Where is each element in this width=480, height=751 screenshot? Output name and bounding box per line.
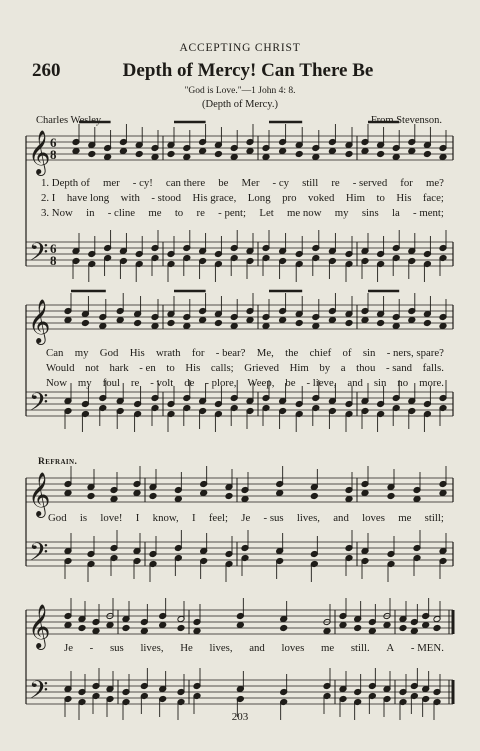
note-head (81, 320, 89, 327)
note-head (439, 490, 447, 497)
note-head (345, 151, 353, 158)
note-head (410, 628, 418, 635)
note-head (276, 490, 284, 497)
lyric-syllable: - (89, 642, 94, 654)
note-head (183, 323, 191, 330)
lyric-syllable: no (397, 377, 409, 389)
note-head (422, 622, 430, 629)
lyric-syllable: me? (425, 177, 444, 189)
lyric-syllable: foul (102, 377, 121, 389)
lyric-syllable: sins (361, 207, 379, 219)
note-head (361, 317, 369, 324)
lyric-syllable: for (191, 347, 205, 359)
note-head (328, 148, 336, 155)
verse-2-line-2 (46, 362, 444, 374)
lyric-syllable: I (135, 512, 140, 524)
lyric-syllable: God (48, 512, 67, 524)
lyric-syllable: Would (46, 362, 75, 374)
verse-1-line-2 (46, 347, 444, 359)
note-head (64, 317, 72, 324)
note-head (310, 493, 318, 500)
note-head (174, 496, 182, 503)
lyric-syllable: Me, (256, 347, 274, 359)
lyric-syllable: me (398, 512, 412, 524)
lyric-syllable: sus (109, 642, 124, 654)
lyric-syllable: not (85, 362, 99, 374)
lyric-syllable: Mer (241, 177, 260, 189)
note-head (280, 625, 288, 632)
lyric-syllable: Je (241, 512, 251, 524)
lyric-syllable: be (218, 177, 229, 189)
note-head (354, 625, 362, 632)
lyric-syllable: - volt (150, 377, 174, 389)
lyric-syllable: - cy (272, 177, 290, 189)
note-head (177, 625, 185, 632)
note-head (413, 496, 421, 503)
bass-clef: 𝄢 (29, 388, 49, 423)
lyric-syllable: - pent; (218, 207, 247, 219)
note-head (78, 625, 86, 632)
note-head (345, 496, 353, 503)
lyric-syllable: of (342, 347, 352, 359)
lyric-syllable: de (184, 377, 195, 389)
lyric-syllable: la (391, 207, 400, 219)
note-head (92, 628, 100, 635)
lyric-syllable: re (196, 207, 205, 219)
note-head (167, 151, 175, 158)
note-head (423, 320, 431, 327)
note-head (72, 148, 80, 155)
lyric-syllable: by (319, 362, 331, 374)
lyric-syllable: in (86, 207, 95, 219)
page-number: 203 (231, 711, 249, 723)
lyric-syllable: 3. Now (41, 207, 73, 219)
note-head (279, 317, 287, 324)
refrain-line-2 (64, 642, 444, 654)
lyric-syllable: loves (281, 642, 305, 654)
lyric-syllable: lives, (140, 642, 164, 654)
note-head (225, 493, 233, 500)
note-head (312, 154, 320, 161)
treble-clef: 𝄞 (28, 604, 51, 648)
lyric-syllable: to (174, 207, 184, 219)
lyric-syllable: - bear? (215, 347, 246, 359)
lyric-syllable: re (331, 177, 340, 189)
note-head (64, 490, 72, 497)
note-head (262, 154, 270, 161)
lyric-syllable: my (77, 377, 92, 389)
lyric-syllable: Let (259, 207, 274, 219)
tune-name: (Depth of Mercy.) (202, 99, 278, 110)
note-head (183, 154, 191, 161)
lyric-syllable: be (285, 377, 296, 389)
note-head (387, 493, 395, 500)
note-head (246, 317, 254, 324)
note-head (328, 317, 336, 324)
lyric-syllable: loves (362, 512, 385, 524)
lyric-syllable: - ners, spare? (386, 347, 444, 359)
lyric-syllable: and (333, 512, 349, 524)
lyric-syllable: God (99, 347, 119, 359)
bass-clef: 𝄢 (29, 538, 49, 573)
note-head (361, 148, 369, 155)
note-head (262, 323, 270, 330)
note-head (134, 320, 142, 327)
note-head (279, 148, 287, 155)
lyric-syllable: - cline (107, 207, 136, 219)
lyric-syllable: Long (247, 192, 271, 204)
note-head (122, 625, 130, 632)
lyric-syllable: still; (424, 512, 444, 524)
note-head (408, 148, 416, 155)
lyric-syllable: lives, (209, 642, 233, 654)
lyric-syllable: me (148, 207, 162, 219)
lyric-syllable: Him (289, 362, 309, 374)
note-head (199, 317, 207, 324)
lyric-syllable: His (396, 192, 412, 204)
note-head (361, 490, 369, 497)
lyric-syllable: to (376, 192, 385, 204)
note-head (339, 622, 347, 629)
note-head (230, 323, 238, 330)
note-head (408, 317, 416, 324)
verse-3-line-1 (41, 207, 444, 219)
note-head (433, 625, 441, 632)
note-head (295, 151, 303, 158)
note-head (345, 320, 353, 327)
note-head (312, 323, 320, 330)
note-head (423, 151, 431, 158)
lyric-syllable: more. (419, 377, 444, 389)
lyric-syllable: with (120, 192, 140, 204)
lyric-syllable: sin (373, 377, 387, 389)
note-head (88, 151, 96, 158)
treble-clef: 𝄞 (28, 299, 51, 343)
lyric-syllable: I (191, 512, 196, 524)
lyric-syllable: me (320, 642, 335, 654)
note-head (214, 320, 222, 327)
note-head (151, 323, 159, 330)
note-head (193, 628, 201, 635)
note-head (236, 622, 244, 629)
lyric-syllable: mer (102, 177, 120, 189)
words-author: Charles Wesley. (36, 115, 104, 126)
refrain-label: Refrain. (38, 457, 78, 467)
lyric-syllable: 1. Depth of (41, 177, 90, 189)
lyric-syllable: - plore, (205, 377, 237, 389)
note-head (64, 622, 72, 629)
lyric-syllable: know, (152, 512, 179, 524)
note-head (116, 317, 124, 324)
lyric-syllable: wrath (156, 347, 181, 359)
lyric-syllable: have long (66, 192, 110, 204)
lyric-syllable: and (249, 642, 265, 654)
lyric-syllable: the (285, 347, 299, 359)
note-head (214, 151, 222, 158)
note-head (119, 148, 127, 155)
note-head (110, 496, 118, 503)
lyric-syllable: pro (282, 192, 297, 204)
bass-clef: 𝄢 (29, 238, 49, 273)
lyric-syllable: Je (64, 642, 73, 654)
note-head (392, 323, 400, 330)
lyric-syllable: hark (109, 362, 129, 374)
lyric-syllable: His grace, (192, 192, 237, 204)
lyric-syllable: falls. (422, 362, 444, 374)
time-signature-bottom: 8 (50, 253, 57, 268)
note-head (159, 622, 167, 629)
hymn-number: 260 (32, 60, 61, 81)
lyric-syllable: A (386, 642, 395, 654)
lyric-syllable: is (79, 512, 88, 524)
note-head (439, 323, 447, 330)
verse-3-line-2 (46, 377, 444, 389)
lyric-syllable: Now (46, 377, 67, 389)
lyric-syllable: His (129, 347, 145, 359)
lyric-syllable: voked (307, 192, 335, 204)
note-head (399, 625, 407, 632)
lyric-syllable: - sand (385, 362, 413, 374)
note-head (135, 151, 143, 158)
treble-clef: 𝄞 (28, 472, 51, 516)
note-head (87, 493, 95, 500)
lyric-syllable: re (130, 377, 140, 389)
lyric-syllable: can there (165, 177, 206, 189)
time-signature-bottom: 8 (50, 147, 57, 162)
lyric-syllable: feel; (208, 512, 228, 524)
lyric-syllable: - lieve, (306, 377, 337, 389)
lyric-syllable: He (180, 642, 193, 654)
hymn-title: Depth of Mercy! Can There Be (122, 60, 374, 81)
lyric-syllable: - sus (263, 512, 284, 524)
lyric-syllable: my (334, 207, 349, 219)
lyric-syllable: chief (309, 347, 332, 359)
note-head (439, 154, 447, 161)
bass-clef: 𝄢 (29, 676, 49, 711)
lyric-syllable: His (185, 362, 201, 374)
lyric-syllable: face; (422, 192, 444, 204)
time-signature-top: 6 (50, 135, 57, 150)
lyric-syllable: for (400, 177, 413, 189)
note-head (151, 154, 159, 161)
lyric-syllable: Weep, (247, 377, 275, 389)
lyric-syllable: - ment; (413, 207, 444, 219)
note-head (133, 490, 141, 497)
note-head (241, 496, 249, 503)
lyric-syllable: still. (350, 642, 370, 654)
note-head (149, 493, 157, 500)
note-head (230, 154, 238, 161)
note-head (200, 490, 208, 497)
note-head (140, 628, 148, 635)
note-head (383, 622, 391, 629)
lyric-syllable: - cy! (132, 177, 153, 189)
note-head (377, 320, 385, 327)
lyric-syllable: to (166, 362, 175, 374)
lyric-syllable: - en (139, 362, 156, 374)
lyric-syllable: 2. I (41, 192, 56, 204)
lyric-syllable: - served (352, 177, 388, 189)
lyric-syllable: a (340, 362, 346, 374)
lyric-syllable: my (74, 347, 89, 359)
lyric-syllable: - stood (151, 192, 182, 204)
note-head (99, 323, 107, 330)
note-head (104, 154, 112, 161)
note-head (368, 628, 376, 635)
verse-1-line-1 (41, 177, 444, 189)
note-head (199, 148, 207, 155)
lyric-syllable: love! (100, 512, 123, 524)
lyric-syllable: Grieved (244, 362, 280, 374)
lyric-syllable: me now (287, 207, 322, 219)
lyric-syllable: thou (356, 362, 376, 374)
section-heading: ACCEPTING CHRIST (179, 42, 301, 54)
lyric-syllable: lives, (296, 512, 320, 524)
lyric-syllable: calls; (210, 362, 234, 374)
note-head (295, 320, 303, 327)
music-composer: From Stevenson. (370, 115, 442, 126)
refrain-line-1 (48, 512, 444, 524)
note-head (323, 628, 331, 635)
note-head (167, 320, 175, 327)
time-signature-top: 6 (50, 241, 57, 256)
note-head (377, 151, 385, 158)
note-head (392, 154, 400, 161)
treble-clef: 𝄞 (28, 130, 51, 174)
lyric-syllable: and (347, 377, 363, 389)
lyric-syllable: Him (345, 192, 366, 204)
lyric-syllable: - MEN. (410, 642, 444, 654)
note-head (106, 622, 114, 629)
lyric-syllable: still (302, 177, 319, 189)
verse-2-line-1 (41, 192, 444, 204)
lyric-syllable: sin (362, 347, 376, 359)
lyric-syllable: Can (46, 347, 64, 359)
scripture-reference: "God is Love."—1 John 4: 8. (184, 86, 296, 96)
note-head (246, 148, 254, 155)
